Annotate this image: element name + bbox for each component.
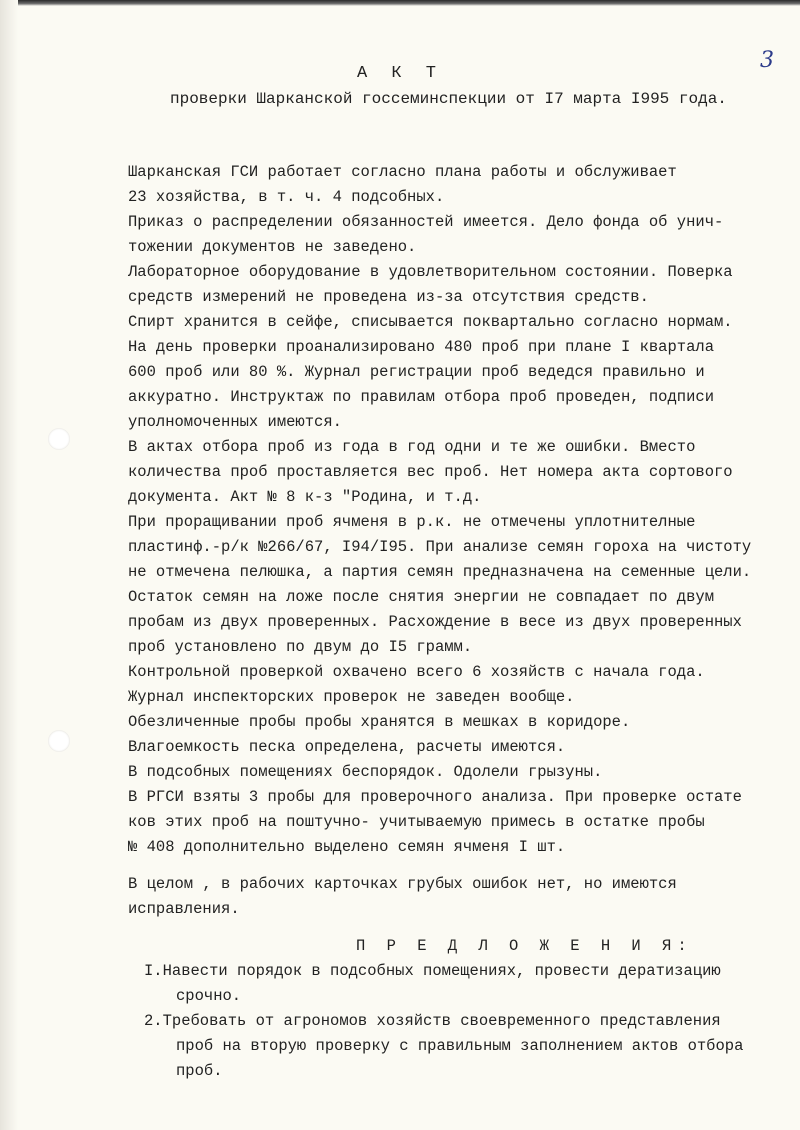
scan-left-shadow <box>0 0 18 1130</box>
document-subtitle: проверки Шарканской госсеминспекции от I7 марта I995 года. <box>170 90 727 108</box>
punch-hole <box>48 428 70 450</box>
proposal-continuation: проб на вторую проверку с правильным заполнением актов отбора <box>176 1037 744 1055</box>
body-line: ков этих проб на поштучно- учитываемую примесь в остатке пробы <box>128 813 705 831</box>
conclusion-line: В целом , в рабочих карточках грубых ошибок нет, но имеются <box>128 875 677 893</box>
proposal-continuation: проб. <box>176 1062 223 1080</box>
body-line: 23 хозяйства, в т. ч. 4 подсобных. <box>128 188 445 206</box>
proposals-heading: П Р Е Д Л О Ж Е Н И Я: <box>356 937 693 955</box>
body-line: пластинф.-р/к №266/67, I94/I95. При анализе семян гороха на чистоту <box>128 538 752 556</box>
document-body <box>128 160 798 1084</box>
body-line: В подсобных помещениях беспорядок. Одолели грызуны. <box>128 763 603 781</box>
scan-top-edge <box>0 0 800 6</box>
proposal-item: 2.Требовать от агрономов хозяйств своевременного представления <box>144 1012 721 1030</box>
body-line: средств измерений не проведена из-за отсутствия средств. <box>128 288 649 306</box>
body-line: аккуратно. Инструктаж по правилам отбора проб проведен, подписи <box>128 388 714 406</box>
document-title: А К Т <box>356 64 443 83</box>
body-line: При проращивании проб ячменя в р.к. не отмечены уплотнителные <box>128 513 696 531</box>
body-line: Спирт хранится в сейфе, списывается поквартально согласно нормам. <box>128 313 733 331</box>
body-line: Приказ о распределении обязанностей имеется. Дело фонда об унич- <box>128 213 724 231</box>
body-line: документа. Акт № 8 к-з "Родина, и т.д. <box>128 488 482 506</box>
proposal-item: I.Навести порядок в подсобных помещениях, провести дератизацию <box>144 962 721 980</box>
proposal-continuation: срочно. <box>176 987 242 1005</box>
body-line: № 408 дополнительно выделено семян ячменя I шт. <box>128 838 566 856</box>
body-line: В актах отбора проб из года в год одни и те же ошибки. Вместо <box>128 438 696 456</box>
body-line: Остаток семян на ложе после снятия энергии не совпадает по двум <box>128 588 714 606</box>
conclusion-line: исправления. <box>128 900 240 918</box>
body-line: Лабораторное оборудование в удовлетворительном состоянии. Поверка <box>128 263 733 281</box>
body-line: Обезличенные пробы пробы хранятся в мешках в коридоре. <box>128 713 631 731</box>
body-line: уполномоченных имеются. <box>128 413 342 431</box>
body-line: Журнал инспекторских проверок не заведен вообще. <box>128 688 575 706</box>
body-line: В РГСИ взяты 3 пробы для проверочного анализа. При проверке остате <box>128 788 742 806</box>
body-line: На день проверки проанализировано 480 проб при плане I квартала <box>128 338 714 356</box>
body-line: Контрольной проверкой охвачено всего 6 хозяйств с начала года. <box>128 663 705 681</box>
punch-hole <box>48 730 70 752</box>
body-line: пробам из двух проверенных. Расхождение в весе из двух проверенных <box>128 613 742 631</box>
body-line: Влагоемкость песка определена, расчеты имеются. <box>128 738 566 756</box>
page-number: 3 <box>760 48 774 73</box>
body-line: проб установлено по двум до I5 грамм. <box>128 638 473 656</box>
body-line: 600 проб или 80 %. Журнал регистрации проб ведедся правильно и <box>128 363 705 381</box>
body-line: тожении документов не заведено. <box>128 238 417 256</box>
body-line: количества проб проставляется вес проб. Нет номера акта сортового <box>128 463 733 481</box>
body-line: Шарканская ГСИ работает согласно плана работы и обслуживает <box>128 163 677 181</box>
body-line: не отмечена пелюшка, а партия семян предназначена на семенные цели. <box>128 563 752 581</box>
